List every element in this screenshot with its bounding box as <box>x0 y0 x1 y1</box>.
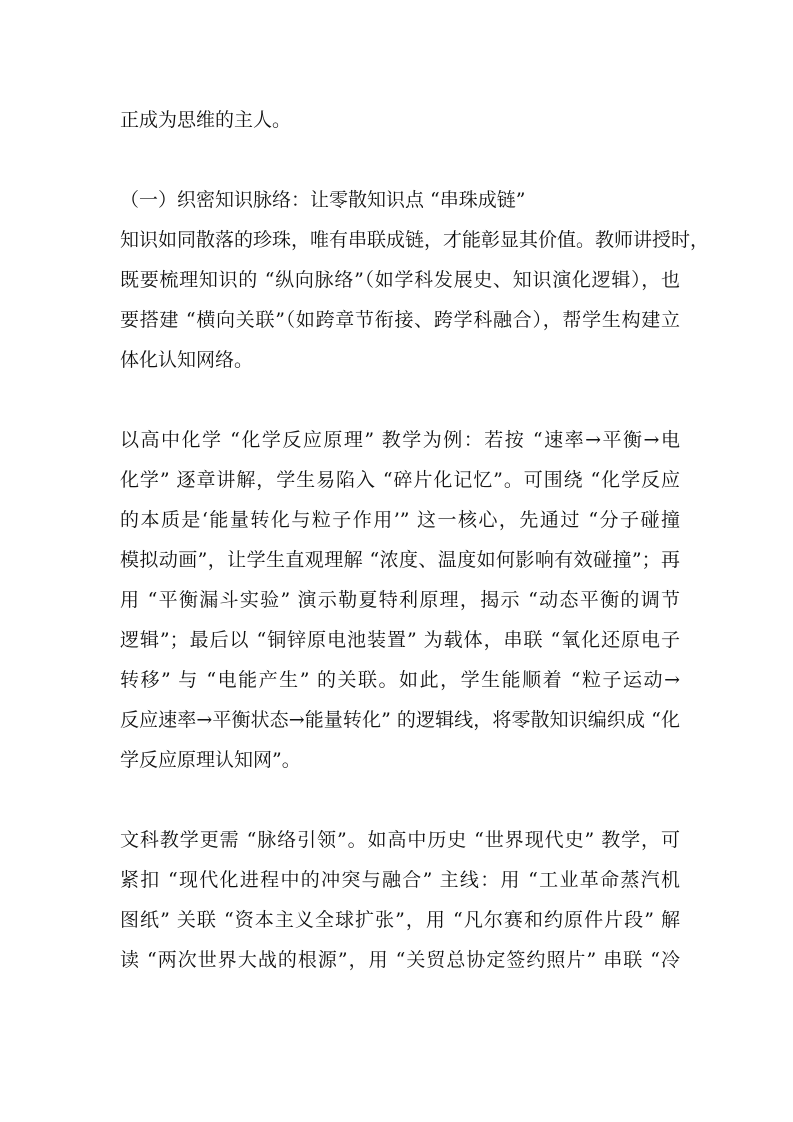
text-line: 文科教学更需 “脉络引领”。如高中历史 “世界现代史” 教学，可 <box>120 829 680 851</box>
text-line: 逻辑”；最后以 “铜锌原电池装置” 为载体，串联 “氧化还原电子 <box>120 629 680 651</box>
text-line: 要搭建 “横向关联”（如跨章节衔接、跨学科融合），帮学生构建立 <box>120 309 680 331</box>
text-line: 知识如同散落的珍珠，唯有串联成链，才能彰显其价值。教师讲授时， <box>120 229 710 251</box>
text-line: 以高中化学 “化学反应原理” 教学为例：若按 “速率→平衡→电 <box>120 429 680 451</box>
text-line: 紧扣 “现代化进程中的冲突与融合” 主线：用 “工业革命蒸汽机 <box>120 869 680 891</box>
text-line: 反应速率→平衡状态→能量转化” 的逻辑线，将零散知识编织成 “化 <box>120 709 680 731</box>
text-line: 模拟动画”，让学生直观理解 “浓度、温度如何影响有效碰撞”；再 <box>120 549 680 571</box>
text-line: 转移” 与 “电能产生” 的关联。如此，学生能顺着 “粒子运动→ <box>120 669 680 691</box>
text-line: 化学” 逐章讲解，学生易陷入 “碎片化记忆”。可围绕 “化学反应 <box>120 469 680 491</box>
text-line: 体化认知网络。 <box>120 349 254 371</box>
text-line: 图纸” 关联 “资本主义全球扩张”，用 “凡尔赛和约原件片段” 解 <box>120 909 680 931</box>
text-line: 读 “两次世界大战的根源”，用 “关贸总协定签约照片” 串联 “冷 <box>120 949 680 971</box>
text-line: 正成为思维的主人。 <box>120 109 292 131</box>
text-line: 学反应原理认知网”。 <box>120 749 301 771</box>
text-line: 用 “平衡漏斗实验” 演示勒夏特利原理，揭示 “动态平衡的调节 <box>120 589 680 611</box>
text-line: 既要梳理知识的 “纵向脉络”（如学科发展史、知识演化逻辑），也 <box>120 269 680 291</box>
text-line: 的本质是‘能量转化与粒子作用’” 这一核心，先通过 “分子碰撞 <box>120 509 680 531</box>
section-heading: （一）织密知识脉络：让零散知识点 “串珠成链” <box>120 189 526 211</box>
